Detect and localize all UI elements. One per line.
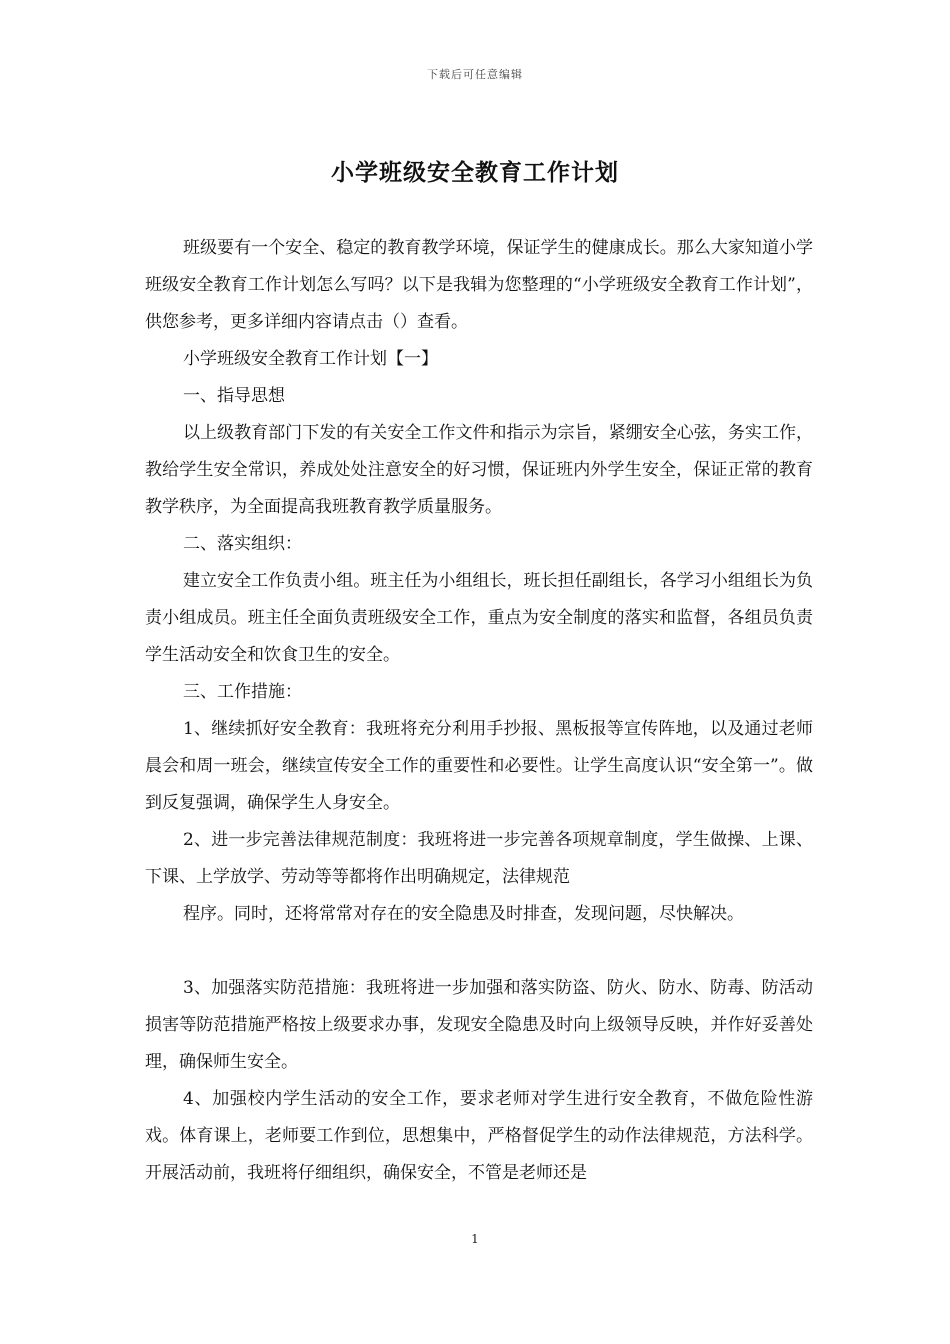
section-heading-measures: 三、工作措施： <box>183 682 302 702</box>
intro-paragraph: 班级要有一个安全、稳定的教育教学环境，保证学生的健康成长。那么大家知道小学班级安全教育工作计划怎么写吗？以下是我辑为您整理的“小学班级安全教育工作计划”，供您参考，更多详细内容请点击（）查看。 <box>145 238 813 332</box>
section-heading-guiding-thought: 一、指导思想 <box>183 386 285 406</box>
organization-paragraph: 建立安全工作负责小组。班主任为小组组长，班长担任副组长，各学习小组组长为负责小组成员。班主任全面负责班级安全工作，重点为安全制度的落实和监督，各组员负责学生活动安全和饮食卫生的安全。 <box>145 571 813 665</box>
page-number: 1 <box>471 1232 479 1246</box>
section-heading-organization: 二、落实组织： <box>183 534 302 554</box>
measure-4-paragraph: 4、加强校内学生活动的安全工作，要求老师对学生进行安全教育，不做危险性游戏。体育课上，老师要工作到位，思想集中，严格督促学生的动作法律规范，方法科学。开展活动前，我班将仔细组织，确保安全，不管是老师还是 <box>145 1089 813 1183</box>
document-title: 小学班级安全教育工作计划 <box>331 159 619 186</box>
plan-subtitle: 小学班级安全教育工作计划【一】 <box>183 349 438 369</box>
measure-2-continuation: 程序。同时，还将常常对存在的安全隐患及时排查，发现问题，尽快解决。 <box>183 904 744 924</box>
measure-3-paragraph: 3、加强落实防范措施：我班将进一步加强和落实防盗、防火、防水、防毒、防活动损害等防范措施严格按上级要求办事，发现安全隐患及时向上级领导反映，并作好妥善处理，确保师生安全。 <box>145 978 813 1072</box>
measure-1-paragraph: 1、继续抓好安全教育：我班将充分利用手抄报、黑板报等宣传阵地，以及通过老师晨会和周一班会，继续宣传安全工作的重要性和必要性。让学生高度认识“安全第一”。做到反复强调，确保学生人身安全。 <box>145 719 813 813</box>
guiding-thought-paragraph: 以上级教育部门下发的有关安全工作文件和指示为宗旨，紧绷安全心弦，务实工作，教给学生安全常识，养成处处注意安全的好习惯，保证班内外学生安全，保证正常的教育教学秩序，为全面提高我班教育教学质量服务。 <box>145 423 813 517</box>
measure-2-paragraph: 2、进一步完善法律规范制度：我班将进一步完善各项规章制度，学生做操、上课、下课、上学放学、劳动等等都将作出明确规定，法律规范 <box>145 830 813 887</box>
header-note: 下载后可任意编辑 <box>427 68 523 81</box>
document-body <box>145 230 813 1192</box>
